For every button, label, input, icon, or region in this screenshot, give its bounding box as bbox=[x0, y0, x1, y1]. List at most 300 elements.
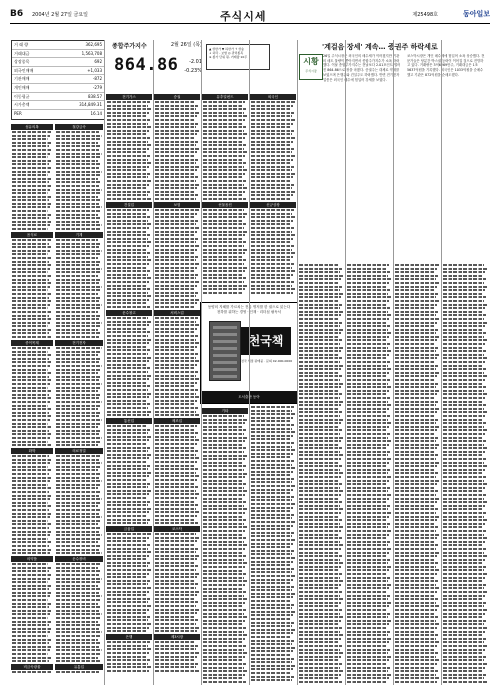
stock-row bbox=[107, 490, 151, 492]
stock-row bbox=[203, 465, 246, 467]
stock-row bbox=[155, 411, 196, 413]
stock-row bbox=[395, 623, 439, 625]
stock-row bbox=[251, 467, 295, 469]
stock-row bbox=[251, 546, 291, 548]
stock-row bbox=[299, 512, 341, 514]
stock-row bbox=[443, 372, 484, 374]
stock-row bbox=[251, 600, 291, 602]
stock-row bbox=[12, 588, 49, 590]
stock-row bbox=[347, 422, 391, 424]
stock-row bbox=[155, 148, 199, 150]
stock-row bbox=[443, 530, 486, 532]
stock-row bbox=[203, 681, 246, 683]
stock-row bbox=[347, 322, 387, 324]
section-header: 제조업 bbox=[154, 418, 200, 424]
stock-row bbox=[251, 661, 292, 663]
stock-row bbox=[347, 404, 391, 406]
stock-row bbox=[56, 466, 100, 468]
stock-row bbox=[395, 627, 437, 629]
stock-row bbox=[56, 358, 101, 360]
stock-row bbox=[443, 365, 483, 367]
stock-row bbox=[395, 519, 437, 521]
stock-row bbox=[107, 533, 151, 535]
stock-row bbox=[107, 371, 148, 373]
stock-row bbox=[395, 530, 436, 532]
stock-row bbox=[155, 180, 196, 182]
stock-row bbox=[251, 220, 293, 222]
stock-row bbox=[12, 196, 51, 198]
header-rule bbox=[10, 23, 490, 24]
stock-row bbox=[56, 203, 99, 205]
stock-row bbox=[443, 562, 483, 564]
stock-row bbox=[56, 192, 100, 194]
stock-row bbox=[203, 429, 246, 431]
stock-row bbox=[203, 101, 245, 103]
stock-row bbox=[395, 278, 436, 280]
stock-row bbox=[395, 580, 438, 582]
stock-row bbox=[12, 484, 48, 486]
stock-row bbox=[12, 203, 52, 205]
stock-row bbox=[251, 209, 294, 211]
stock-row bbox=[155, 112, 199, 114]
stock-row bbox=[251, 568, 294, 570]
stock-row bbox=[155, 573, 199, 575]
stock-row bbox=[395, 501, 437, 503]
stock-row bbox=[155, 270, 195, 272]
stock-row bbox=[443, 404, 486, 406]
stock-row bbox=[347, 440, 391, 442]
stock-row bbox=[251, 198, 291, 200]
stock-row bbox=[203, 649, 244, 651]
stock-row bbox=[155, 663, 198, 665]
stock-row bbox=[107, 277, 151, 279]
stock-row bbox=[12, 210, 48, 212]
stock-row bbox=[12, 401, 50, 403]
stock-row bbox=[299, 476, 341, 478]
stock-row bbox=[12, 570, 49, 572]
stock-row bbox=[443, 354, 484, 356]
stock-row bbox=[203, 541, 244, 543]
stock-row bbox=[347, 634, 388, 636]
stock-row bbox=[347, 638, 391, 640]
stock-row bbox=[443, 487, 485, 489]
stock-row bbox=[155, 486, 198, 488]
stock-row bbox=[395, 667, 435, 669]
stock-row bbox=[443, 318, 484, 320]
stock-row bbox=[347, 595, 390, 597]
stock-row bbox=[12, 261, 49, 263]
stock-row bbox=[395, 286, 437, 288]
stock-row bbox=[203, 285, 247, 287]
stock-row bbox=[443, 656, 486, 658]
article-headline: '계걸음 장세' 계속… 증권주 하락세로 bbox=[322, 43, 438, 51]
stock-row bbox=[347, 559, 390, 561]
stock-row bbox=[443, 645, 487, 647]
stock-row bbox=[56, 206, 102, 208]
stock-row bbox=[395, 437, 438, 439]
stock-row bbox=[155, 537, 199, 539]
stock-row bbox=[56, 131, 99, 133]
stock-row bbox=[347, 476, 391, 478]
stock-row bbox=[251, 539, 295, 541]
stock-row bbox=[395, 620, 436, 622]
stock-row bbox=[251, 123, 293, 125]
section-header: 의료정밀 bbox=[55, 448, 103, 454]
stock-row bbox=[347, 419, 388, 421]
stock-row bbox=[155, 357, 196, 359]
stock-row bbox=[155, 364, 197, 366]
stock-row bbox=[299, 282, 339, 284]
stock-row bbox=[107, 130, 149, 132]
stock-row bbox=[251, 575, 295, 577]
stock-row bbox=[107, 281, 149, 283]
stock-row bbox=[251, 413, 295, 415]
section-header: 보험 bbox=[154, 202, 200, 208]
stock-row bbox=[299, 383, 343, 385]
stock-row bbox=[395, 307, 435, 309]
stock-row bbox=[12, 520, 48, 522]
stock-row bbox=[347, 451, 390, 453]
stock-row bbox=[56, 210, 100, 212]
stock-row bbox=[203, 462, 243, 464]
stock-row bbox=[155, 115, 197, 117]
stock-row bbox=[443, 584, 486, 586]
stock-row bbox=[56, 293, 98, 295]
stock-row bbox=[299, 339, 342, 341]
stock-row bbox=[251, 625, 292, 627]
stock-row bbox=[203, 595, 244, 597]
stock-row bbox=[107, 292, 148, 294]
stock-row bbox=[107, 627, 149, 629]
stock-row bbox=[347, 383, 388, 385]
stock-row bbox=[203, 652, 247, 654]
stock-row bbox=[155, 245, 199, 247]
stock-row bbox=[347, 530, 391, 532]
stock-row bbox=[155, 519, 195, 521]
stock-row bbox=[155, 231, 197, 233]
stock-row bbox=[395, 408, 439, 410]
stock-row bbox=[56, 376, 101, 378]
stock-row bbox=[203, 487, 244, 489]
stock-row bbox=[12, 243, 49, 245]
stock-row bbox=[12, 322, 50, 324]
stock-row bbox=[203, 455, 247, 457]
stock-row bbox=[203, 609, 246, 611]
stock-row bbox=[203, 505, 244, 507]
stock-row bbox=[395, 649, 435, 651]
stock-row bbox=[251, 589, 292, 591]
stock-row bbox=[56, 538, 100, 540]
stock-row bbox=[56, 268, 102, 270]
stock-row bbox=[56, 224, 102, 226]
stock-row bbox=[107, 562, 150, 564]
stock-row bbox=[443, 304, 487, 306]
section-header: 통신업 bbox=[106, 418, 152, 424]
stock-row bbox=[155, 375, 196, 377]
stock-row bbox=[299, 433, 340, 435]
stock-row bbox=[251, 420, 291, 422]
stock-row bbox=[347, 483, 387, 485]
stock-row bbox=[203, 627, 246, 629]
stock-row bbox=[56, 484, 100, 486]
stock-row bbox=[56, 383, 102, 385]
stock-row bbox=[12, 304, 50, 306]
stock-row bbox=[443, 307, 485, 309]
stock-row bbox=[299, 534, 339, 536]
stock-row bbox=[107, 400, 147, 402]
stock-row bbox=[12, 423, 48, 425]
stock-row bbox=[347, 552, 389, 554]
stock-row bbox=[395, 465, 437, 467]
stock-row bbox=[107, 519, 150, 521]
stock-row bbox=[12, 275, 51, 277]
stock-row bbox=[251, 510, 291, 512]
summary-row: 기관매매 -872 bbox=[12, 75, 104, 84]
stock-row bbox=[203, 473, 247, 475]
stock-row bbox=[107, 108, 151, 110]
stock-row bbox=[395, 429, 437, 431]
stock-row bbox=[155, 238, 198, 240]
stock-row bbox=[107, 306, 150, 308]
stock-row bbox=[347, 268, 387, 270]
stock-row bbox=[155, 213, 197, 215]
stock-row bbox=[12, 289, 48, 291]
stock-row bbox=[12, 541, 51, 543]
column-divider bbox=[297, 40, 298, 685]
stock-row bbox=[251, 471, 293, 473]
stock-row bbox=[347, 649, 390, 651]
stock-row bbox=[155, 194, 198, 196]
stock-row bbox=[443, 566, 486, 568]
stock-row bbox=[56, 138, 100, 140]
stock-row bbox=[107, 141, 148, 143]
stock-row bbox=[155, 619, 198, 621]
stock-row bbox=[56, 156, 100, 158]
stock-row bbox=[443, 325, 485, 327]
stock-row bbox=[395, 631, 435, 633]
stock-row bbox=[299, 620, 341, 622]
stock-row bbox=[107, 436, 151, 438]
stock-row bbox=[347, 397, 390, 399]
stock-row bbox=[443, 300, 484, 302]
stock-row bbox=[443, 336, 484, 338]
stock-row bbox=[347, 415, 390, 417]
stock-row bbox=[251, 417, 293, 419]
stock-row bbox=[395, 476, 436, 478]
stock-row bbox=[155, 569, 196, 571]
stock-row bbox=[155, 666, 196, 668]
stock-row bbox=[12, 250, 50, 252]
stock-row bbox=[56, 250, 102, 252]
stock-row bbox=[443, 663, 487, 665]
stock-row bbox=[443, 620, 486, 622]
stock-row bbox=[155, 162, 196, 164]
kospi-value: 864.86 bbox=[114, 55, 179, 75]
stock-row bbox=[203, 490, 247, 492]
stock-row bbox=[12, 599, 48, 601]
stock-row bbox=[155, 346, 197, 348]
stock-row bbox=[395, 677, 439, 679]
stock-row bbox=[155, 659, 195, 661]
stock-row bbox=[395, 357, 437, 359]
stock-row bbox=[443, 544, 483, 546]
stock-row bbox=[12, 477, 52, 479]
stock-row bbox=[347, 544, 388, 546]
stock-row bbox=[203, 259, 246, 261]
stock-row bbox=[203, 187, 247, 189]
stock-row bbox=[12, 279, 49, 281]
stock-row bbox=[203, 580, 247, 582]
stock-row bbox=[155, 652, 199, 654]
stock-row bbox=[203, 469, 244, 471]
stock-row bbox=[395, 613, 435, 615]
stock-column bbox=[202, 406, 248, 686]
stock-row bbox=[155, 367, 195, 369]
stock-row bbox=[443, 289, 485, 291]
stock-row bbox=[12, 624, 49, 626]
stock-row bbox=[56, 347, 102, 349]
stock-row bbox=[443, 311, 483, 313]
stock-row bbox=[56, 412, 101, 414]
stock-row bbox=[203, 108, 246, 110]
stock-row bbox=[155, 169, 197, 171]
stock-row bbox=[203, 198, 246, 200]
section-header: 금융업 bbox=[106, 526, 152, 532]
stock-row bbox=[347, 469, 390, 471]
stock-row bbox=[299, 350, 341, 352]
stock-row bbox=[395, 645, 437, 647]
stock-row bbox=[203, 483, 246, 485]
stock-column bbox=[250, 92, 296, 298]
stock-row bbox=[299, 419, 343, 421]
stock-row bbox=[443, 631, 485, 633]
stock-row bbox=[56, 275, 98, 277]
stock-row bbox=[56, 163, 101, 165]
stock-row bbox=[155, 360, 199, 362]
stock-row bbox=[107, 641, 150, 643]
logo-text: 시황 bbox=[303, 57, 319, 66]
stock-row bbox=[107, 223, 151, 225]
stock-row bbox=[251, 532, 294, 534]
stock-row bbox=[347, 458, 391, 460]
stock-row bbox=[251, 101, 295, 103]
stock-row bbox=[395, 329, 438, 331]
stock-row bbox=[347, 289, 390, 291]
stock-row bbox=[56, 570, 101, 572]
stock-row bbox=[251, 611, 295, 613]
stock-row bbox=[395, 483, 437, 485]
stock-row bbox=[203, 419, 247, 421]
issue-number: 제25498호 bbox=[412, 12, 438, 18]
stock-row bbox=[155, 656, 197, 658]
kospi-index-box bbox=[112, 41, 202, 81]
stock-row bbox=[251, 187, 292, 189]
stock-row bbox=[107, 656, 147, 658]
stock-row bbox=[395, 663, 437, 665]
stock-row bbox=[56, 167, 99, 169]
stock-row bbox=[395, 523, 435, 525]
stock-row bbox=[347, 293, 388, 295]
stock-row bbox=[251, 263, 294, 265]
stock-row bbox=[251, 277, 291, 279]
stock-row bbox=[155, 598, 195, 600]
stock-row bbox=[203, 292, 243, 294]
stock-row bbox=[107, 439, 149, 441]
stock-row bbox=[155, 292, 198, 294]
stock-row bbox=[107, 569, 151, 571]
stock-row bbox=[203, 249, 247, 251]
stock-row bbox=[12, 603, 51, 605]
stock-row bbox=[56, 459, 99, 461]
stock-row bbox=[203, 552, 243, 554]
stock-row bbox=[12, 185, 52, 187]
stock-row bbox=[12, 459, 52, 461]
stock-row bbox=[443, 314, 486, 316]
stock-row bbox=[251, 406, 294, 408]
stock-row bbox=[395, 602, 436, 604]
stock-row bbox=[107, 216, 150, 218]
stock-row bbox=[155, 184, 199, 186]
stock-row bbox=[12, 224, 50, 226]
stock-row bbox=[107, 299, 149, 301]
stock-row bbox=[12, 527, 49, 529]
stock-row bbox=[251, 108, 291, 110]
stock-row bbox=[56, 660, 101, 662]
stock-row bbox=[12, 538, 48, 540]
stock-row bbox=[443, 674, 486, 676]
stock-row bbox=[299, 365, 343, 367]
stock-row bbox=[347, 336, 389, 338]
stock-row bbox=[155, 130, 199, 132]
stock-row bbox=[251, 112, 294, 114]
stock-row bbox=[443, 350, 486, 352]
stock-row bbox=[155, 119, 195, 121]
stock-row bbox=[203, 605, 243, 607]
stock-row bbox=[107, 180, 151, 182]
stock-row bbox=[443, 641, 484, 643]
stock-row bbox=[251, 489, 293, 491]
stock-row bbox=[347, 605, 389, 607]
column-divider bbox=[345, 40, 346, 685]
stock-column bbox=[106, 92, 152, 686]
stock-row bbox=[203, 194, 243, 196]
stock-row bbox=[203, 209, 244, 211]
section-header: 비금속광물 bbox=[11, 664, 53, 670]
stock-row bbox=[347, 663, 387, 665]
stock-row bbox=[395, 616, 438, 618]
stock-row bbox=[107, 259, 151, 261]
stock-row bbox=[203, 598, 247, 600]
stock-row bbox=[251, 442, 294, 444]
stock-row bbox=[203, 573, 246, 575]
stock-row bbox=[203, 180, 246, 182]
stock-row bbox=[107, 331, 150, 333]
stock-row bbox=[299, 415, 340, 417]
stock-row bbox=[155, 274, 198, 276]
stock-row bbox=[12, 347, 50, 349]
stock-row bbox=[443, 634, 483, 636]
stock-row bbox=[347, 433, 390, 435]
stock-row bbox=[251, 579, 293, 581]
stock-row bbox=[299, 454, 343, 456]
stock-row bbox=[56, 336, 99, 338]
stock-row bbox=[107, 285, 147, 287]
stock-row bbox=[299, 483, 342, 485]
stock-row bbox=[107, 670, 149, 672]
stock-row bbox=[203, 267, 247, 269]
stock-row bbox=[251, 614, 293, 616]
stock-row bbox=[12, 617, 48, 619]
